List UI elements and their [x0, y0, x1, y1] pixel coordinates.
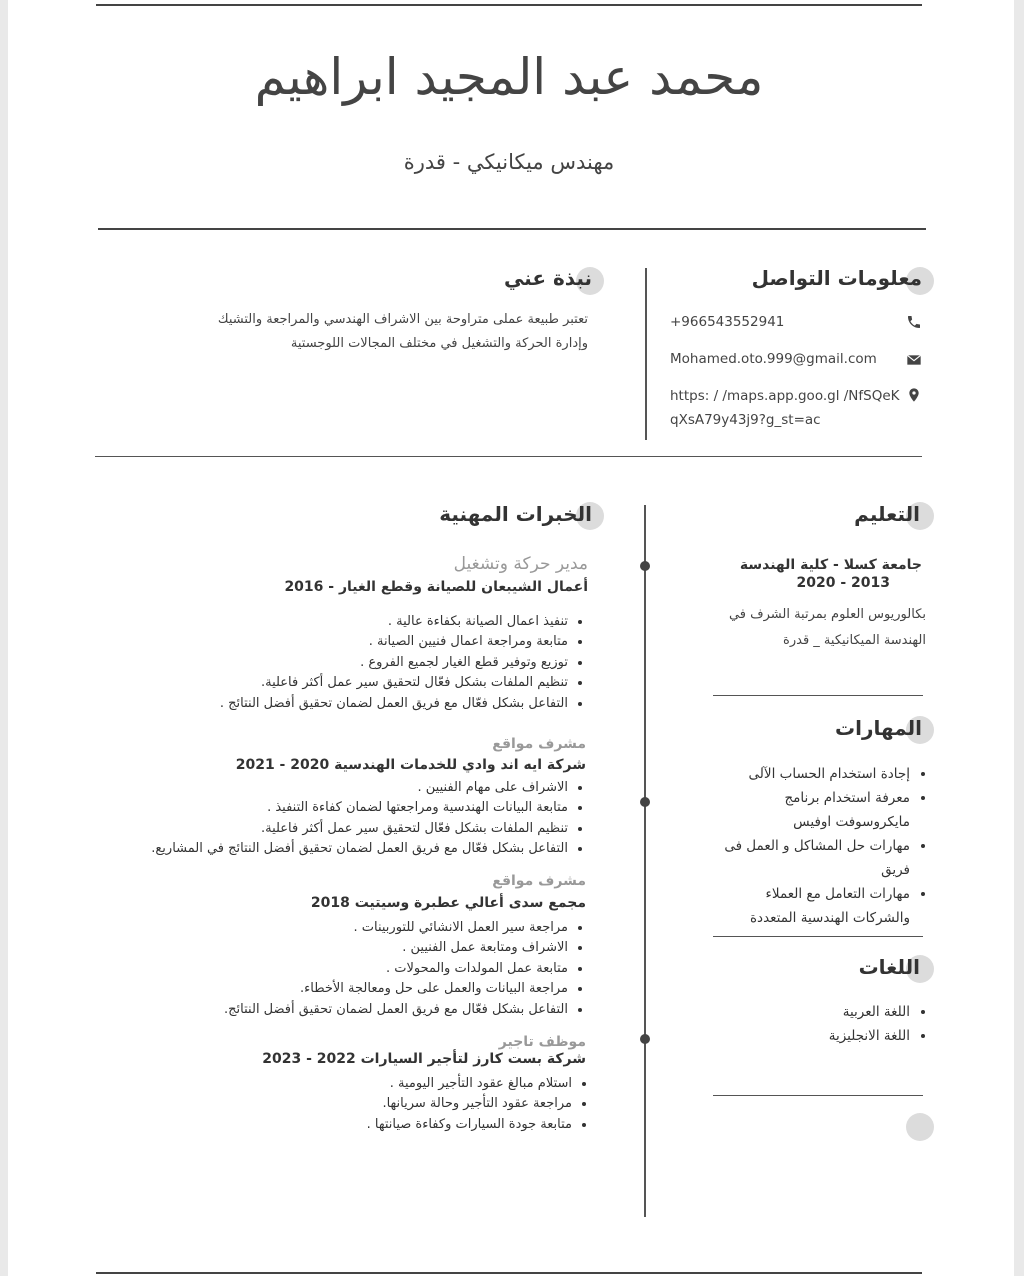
job-duty: • متابعة ومراجعة اعمال فنيين الصيانة . — [88, 632, 568, 652]
job-title: مهندس ميكانيكي - قدرة — [403, 150, 615, 174]
skill-item: • مهارات حل المشاكل و العمل فى فريق — [710, 834, 910, 882]
skill-item: • إجادة استخدام الحساب الآلى — [710, 762, 910, 786]
job-title: موظف تاجير — [498, 1034, 586, 1050]
timeline-line — [644, 505, 646, 1217]
education-description — [666, 602, 926, 654]
section-marker-circle — [906, 1113, 934, 1141]
job-duty: • تنظيم الملفات بشكل فعّال لتحقيق سير عمل أكثر فاعلية. — [88, 819, 568, 839]
email-text: Mohamed.oto.999@gmail.com — [670, 351, 877, 367]
skill-item: • معرفة استخدام برنامج مايكروسوفت اوفيس — [710, 786, 910, 834]
contact-location-row — [670, 384, 930, 434]
about-line-1: تعتبر طبيعة عملى متراوحة بين الاشراف الهندسي والمراجعة والتشيك — [217, 312, 588, 327]
education-line-1: بكالوريوس العلوم بمرتبة الشرف في — [728, 607, 926, 622]
job-title: مشرف مواقع — [492, 736, 586, 752]
languages-list — [710, 1000, 932, 1048]
skills-divider — [713, 936, 923, 937]
job-duty: • مراجعة عقود التأجير وحالة سريانها. — [92, 1094, 572, 1114]
timeline-dot — [640, 1034, 650, 1044]
language-item: • اللغة العربية — [710, 1000, 910, 1024]
job-title: مشرف مواقع — [492, 873, 586, 889]
phone-text: +966543552941 — [670, 314, 785, 330]
timeline-dot — [640, 561, 650, 571]
experience-heading: الخبرات المهنية — [439, 502, 592, 526]
job-company: مجمع سدى أعالي عطبرة وسيتيت 2018 — [310, 895, 586, 911]
job-duty: • تنظيم الملفات بشكل فعّال لتحقيق سير عمل أكثر فاعلية. — [88, 673, 568, 693]
section-divider — [95, 456, 922, 457]
skill-item: • مهارات التعامل مع العملاء والشركات الهندسية المتعددة — [710, 882, 910, 930]
phone-icon — [906, 314, 922, 330]
job-duty: • تنفيذ اعمال الصيانة بكفاءة عالية . — [88, 612, 568, 632]
contact-about-divider — [645, 268, 647, 440]
languages-heading: اللغات — [858, 955, 920, 979]
job-duties-list — [88, 778, 590, 860]
email-icon — [906, 352, 922, 368]
job-company: شركة ايه اند وادي للخدمات الهندسية 2020 - 2021 — [235, 757, 586, 773]
person-name: محمد عبد المجيد ابراهيم — [254, 48, 764, 106]
contact-phone-row — [670, 310, 930, 336]
skills-list — [710, 762, 932, 930]
about-line-2: وإدارة الحركة والتشغيل في مختلف المجالات اللوجستية — [290, 336, 588, 351]
timeline-dot — [640, 797, 650, 807]
bottom-divider — [96, 1272, 922, 1274]
education-heading: التعليم — [854, 502, 920, 526]
job-duty: • التفاعل بشكل فعّال مع فريق العمل لضمان تحقيق أفضل النتائج. — [88, 1000, 568, 1020]
job-duty: • الاشراف على مهام الفنيين . — [88, 778, 568, 798]
contact-email-row — [670, 347, 930, 373]
about-heading: نبذة عني — [503, 266, 592, 290]
job-duty: • متابعة جودة السيارات وكفاءة صيانتها . — [92, 1115, 572, 1135]
job-company: أعمال الشيبعان للصيانة وقطع الغيار - 2016 — [284, 579, 588, 595]
top-divider — [96, 4, 922, 6]
contact-heading: معلومات التواصل — [751, 266, 922, 290]
job-duty: • التفاعل بشكل فعّال مع فريق العمل لضمان تحقيق أفضل النتائج في المشاريع. — [88, 839, 568, 859]
job-duties-list — [88, 918, 590, 1020]
job-duty: • التفاعل بشكل فعّال مع فريق العمل لضمان تحقيق أفضل النتائج . — [88, 694, 568, 714]
job-duty: • متابعة البيانات الهندسية ومراجعتها لضمان كفاءة التنفيذ . — [88, 798, 568, 818]
job-duty: • متابعة عمل المولدات والمحولات . — [88, 959, 568, 979]
skills-heading: المهارات — [835, 716, 922, 740]
job-duties-list — [92, 1074, 594, 1135]
language-item: • اللغة الانجليزية — [710, 1024, 910, 1048]
job-duty: • مراجعة سير العمل الانشائي للتوربينات . — [88, 918, 568, 938]
education-line-2: الهندسة الميكانيكية _ قدرة — [783, 633, 926, 648]
education-divider — [713, 695, 923, 696]
about-text — [148, 308, 588, 356]
location-text: https: / /maps.app.goo.gl /NfSQeKqXsA79y43j9?g_st=ac — [670, 388, 900, 428]
job-duty: • توزيع وتوفير قطع الغيار لجميع الفروع . — [88, 653, 568, 673]
job-duty: • الاشراف ومتابعة عمل الفنيين . — [88, 938, 568, 958]
job-company: شركة بست كارز لتأجير السيارات 2022 - 2023 — [262, 1051, 586, 1067]
education-title: جامعة كسلا - كلية الهندسة — [739, 557, 922, 573]
job-duties-list — [88, 612, 590, 714]
education-years: 2013 - 2020 — [796, 575, 890, 591]
job-title: مدير حركة وتشغيل — [453, 554, 588, 574]
job-duty: • استلام مبالغ عقود التأجير اليومية . — [92, 1074, 572, 1094]
languages-divider — [713, 1095, 923, 1096]
header-divider — [98, 228, 926, 230]
location-pin-icon — [906, 387, 922, 403]
job-duty: • مراجعة البيانات والعمل على حل ومعالجة الأخطاء. — [88, 979, 568, 999]
